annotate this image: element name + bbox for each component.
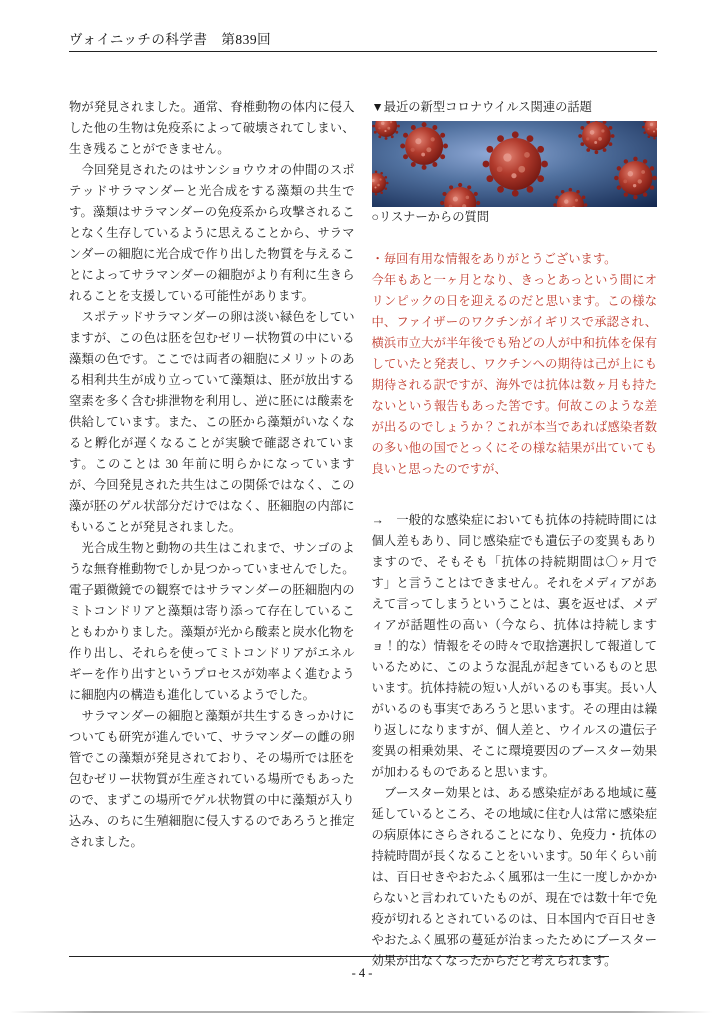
coronavirus-graphic xyxy=(372,121,658,207)
right-column xyxy=(372,97,658,972)
scan-edge-artifact xyxy=(10,1011,712,1013)
section-heading: ▼最近の新型コロナウイルス関連の話題 xyxy=(371,100,592,114)
body-paragraph: サラマンダーの細胞と藻類が共生するきっかけについても研究が進んでいて、サラマンダーの雌の卵管でこの藻類が発見されており、その場所では胚を包むゼリー状物質が生産されている場所でもあったので、まずこの場所でゲル状物質の中に藻類が入り込み、のちに生殖細胞に侵入するのであろうと推定されました。 xyxy=(69,709,355,849)
content-columns xyxy=(69,97,657,972)
question-paragraph: ・毎回有用な情報をありがとうございます。 xyxy=(371,252,617,266)
body-paragraph: 今回発見されたのはサンショウウオの仲間のスポテッドサラマンダーと光合成をする藻類の共生です。藻類はサラマンダーの免疫系から攻撃されることなく生存しているように思えることから、サラマンダーの細胞に光合成で作り出した物質を与えることによってサラマンダーの細胞がより有利に生きられることを支援している可能性があります。 xyxy=(69,163,355,303)
body-paragraph: スポテッドサラマンダーの卵は淡い緑色をしていますが、この色は胚を包むゼリー状物質の中にいる藻類の色です。ここでは両者の細胞にメリットのある相利共生が成り立っていて藻類は、胚が放出する窒素を多く含む排泄物を利用し、逆に胚には酸素を供給しています。また、この胚から藻類がいなくなると孵化が遅くなることが実験で確認されています。このことは 30 年前に明らかになっていますが、今回発見された共生はこの関係ではなく、この藻が胚のゲル状部分だけではなく、胚細胞の内部にもいることが発見されました。 xyxy=(69,310,355,534)
body-paragraph: 物が発見されました。通常、脊椎動物の体内に侵入した他の生物は免疫系によって破壊されてしまい、生き残ることができません。 xyxy=(69,100,355,156)
listener-question-heading: ○リスナーからの質問 xyxy=(371,210,490,224)
coronavirus-image xyxy=(372,121,658,207)
page-number: - 4 - xyxy=(351,966,373,980)
answer-paragraph: ブースター効果とは、ある感染症がある地域に蔓延しているところ、その地域に住む人は常に感染症の病原体にさらされることになり、免疫力・抗体の持続時間が長くなることをいいます。50 年くらい前は、百日せきやおたふく風邪は一生に一度しかかからないと言われていたものが、現在では数十年で免疫が切れるとされているのは、日本国内で百日せきやおたふく風邪の蔓延が治まったためにブースター効果が出なくなったからだと考えられます。 xyxy=(371,786,657,968)
footer-rule xyxy=(69,956,609,957)
left-column xyxy=(69,97,355,853)
question-block xyxy=(372,249,658,480)
body-paragraph: 光合成生物と動物の共生はこれまで、サンゴのような無脊椎動物でしか見つかっていませんでした。電子顕微鏡での観察ではサラマンダーの胚細胞内のミトコンドリアと藻類は寄り添って存在していることもわかりました。藻類が光から酸素と炭水化物を作り出し、それらを使ってミトコンドリアがエネルギーを作り出すというプロセスが効率よく進むように細胞内の構造も進化しているようでした。 xyxy=(69,541,355,702)
question-paragraph: 今年もあと一ヶ月となり、きっとあっという間にオリンピックの日を迎えるのだと思います。この様な中、ファイザーのワクチンがイギリスで承認され、横浜市立大が半年後でも殆どの人が中和抗体を保有していたと発表し、ワクチンへの期待は己が上にも期待される訳ですが、海外では抗体は数ヶ月も持たないという報告もあった筈です。何故このような差が出るのでしょうか？これが本当であれば感染者数の多い他の国でとっくにその様な結果が出ていても良いと思ったのですが、 xyxy=(371,273,657,476)
document-title: ヴォイニッチの科学書 第839回 xyxy=(69,32,272,47)
header-rule xyxy=(69,51,657,52)
answer-paragraph: → 一般的な感染症においても抗体の持続時間には個人差もあり、同じ感染症でも遺伝子の変異もありますので、そもそも「抗体の持続期間は〇ヶ月です」と言うことはできません。それをメディアがあえて言ってしまうということは、裏を返せば、メディアが話題性の高い（今なら、抗体は持続しますョ！的な）情報をその時々で取捨選択して報道しているために、このような混乱が起きているものと思います。抗体持続の短い人がいるのも事実。長い人がいるのも事実であろうと思います。その理由は繰り返しになりますが、個人差と、ウイルスの遺伝子変異の相乗効果、そこに環境要因のブースター効果が加わるものであると思います。 xyxy=(371,513,657,779)
answer-block xyxy=(372,510,658,972)
